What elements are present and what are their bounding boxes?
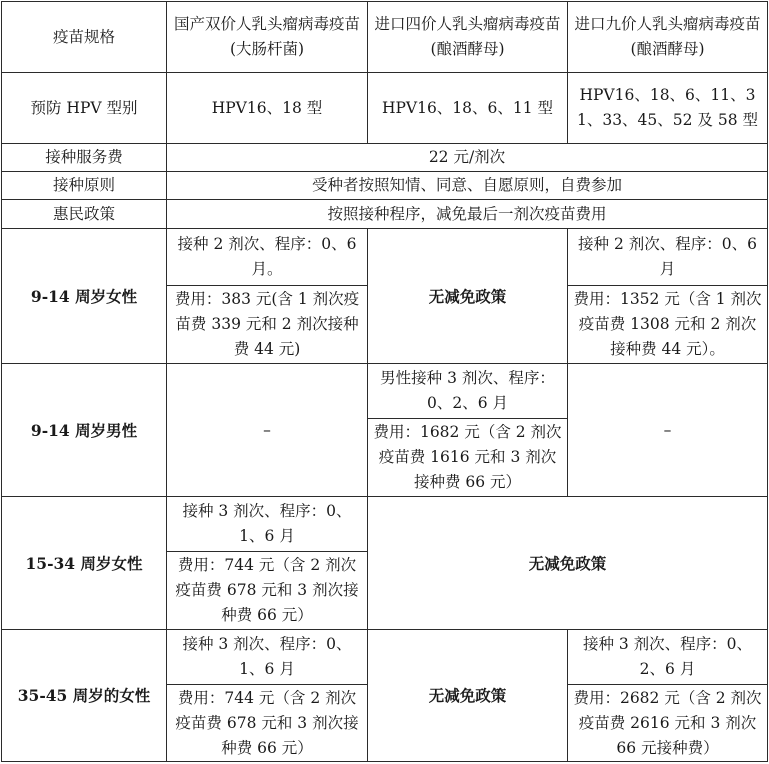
male-9-14-schedule-row (2, 364, 768, 419)
hpv-type-quadrivalent: HPV16、18、6、11 型 (368, 73, 568, 144)
female-9-14-bivalent-fee: 费用：383 元(含 1 剂次疫苗费 339 元和 2 剂次接种费 44 元) (167, 286, 368, 364)
principle-value: 受种者按照知情、同意、自愿原则，自费参加 (167, 172, 768, 200)
male-9-14-label: 9-14 周岁男性 (2, 364, 167, 497)
female-15-34-schedule-row (2, 497, 768, 552)
female-15-34-label: 15-34 周岁女性 (2, 497, 167, 630)
female-15-34-no-policy-note: 无减免政策 (368, 497, 768, 630)
header-row (2, 2, 768, 73)
male-9-14-nonavalent: – (568, 364, 768, 497)
header-bivalent: 国产双价人乳头瘤病毒疫苗(大肠杆菌) (167, 2, 368, 73)
principle-row (2, 172, 768, 200)
female-35-45-bivalent-fee: 费用：744 元（含 2 剂次疫苗费 678 元和 3 剂次接种费 66 元） (167, 685, 368, 762)
female-9-14-nonavalent-schedule: 接种 2 剂次、程序：0、6 月 (568, 229, 768, 286)
header-quadrivalent: 进口四价人乳头瘤病毒疫苗(酿酒酵母) (368, 2, 568, 73)
principle-label: 接种原则 (2, 172, 167, 200)
female-9-14-nonavalent-fee: 费用：1352 元（含 1 剂次疫苗费 1308 元和 2 剂次接种费 44 元）。 (568, 286, 768, 364)
female-9-14-schedule-row (2, 229, 768, 286)
female-35-45-label: 35-45 周岁的女性 (2, 630, 167, 762)
female-9-14-quadrivalent-note: 无减免政策 (368, 229, 568, 364)
male-9-14-quadrivalent-fee: 费用：1682 元（含 2 剂次疫苗费 1616 元和 3 剂次接种费 66 元） (368, 419, 568, 497)
female-15-34-bivalent-schedule: 接种 3 剂次、程序：0、1、6 月 (167, 497, 368, 552)
policy-value: 按照接种程序，减免最后一剂次疫苗费用 (167, 200, 768, 229)
female-9-14-label: 9-14 周岁女性 (2, 229, 167, 364)
vaccine-table (1, 1, 768, 762)
female-35-45-bivalent-schedule: 接种 3 剂次、程序：0、1、6 月 (167, 630, 368, 685)
female-35-45-schedule-row (2, 630, 768, 685)
service-fee-label: 接种服务费 (2, 144, 167, 172)
female-9-14-bivalent-schedule: 接种 2 剂次、程序：0、6 月。 (167, 229, 368, 286)
policy-label: 惠民政策 (2, 200, 167, 229)
female-35-45-nonavalent-fee: 费用：2682 元（含 2 剂次疫苗费 2616 元和 3 剂次 66 元接种费） (568, 685, 768, 762)
header-spec: 疫苗规格 (2, 2, 167, 73)
female-35-45-quadrivalent-note: 无减免政策 (368, 630, 568, 762)
policy-row (2, 200, 768, 229)
male-9-14-bivalent: – (167, 364, 368, 497)
hpv-type-label: 预防 HPV 型别 (2, 73, 167, 144)
service-fee-row (2, 144, 768, 172)
header-nonavalent: 进口九价人乳头瘤病毒疫苗(酿酒酵母) (568, 2, 768, 73)
hpv-type-nonavalent: HPV16、18、6、11、31、33、45、52 及 58 型 (568, 73, 768, 144)
service-fee-value: 22 元/剂次 (167, 144, 768, 172)
female-35-45-nonavalent-schedule: 接种 3 剂次、程序：0、2、6 月 (568, 630, 768, 685)
male-9-14-quadrivalent-schedule: 男性接种 3 剂次、程序：0、2、6 月 (368, 364, 568, 419)
hpv-type-row (2, 73, 768, 144)
female-15-34-bivalent-fee: 费用：744 元（含 2 剂次疫苗费 678 元和 3 剂次接种费 66 元） (167, 552, 368, 630)
hpv-type-bivalent: HPV16、18 型 (167, 73, 368, 144)
